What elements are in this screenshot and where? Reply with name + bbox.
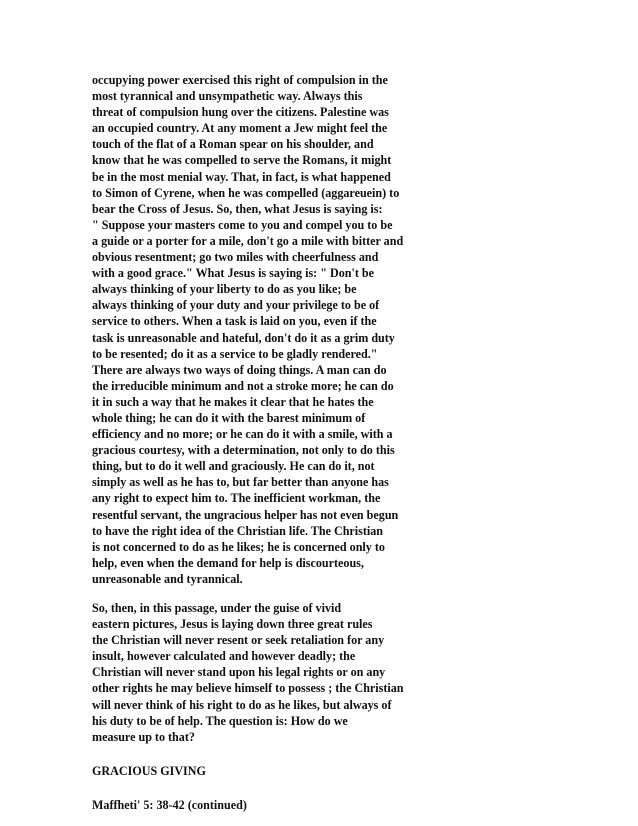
text-line: efficiency and no more; or he can do it with a smile, with a [92,427,393,442]
text-line: to Simon of Cyrene, when he was compelled (aggareuein) to [92,185,400,200]
section-heading: GRACIOUS GIVING [92,763,206,778]
text-line: insult, however calculated and however deadly; the [92,649,356,664]
text-line: whole thing; he can do it with the barest minimum of [92,410,366,425]
text-line: gracious courtesy, with a determination, not only to do this [92,443,395,458]
text-line: So, then, in this passage, under the guise of vivid [92,601,342,615]
text-line: his duty to be of help. The question is: How do we [92,713,348,728]
text-line: an occupied country. At any moment a Jew might feel the [92,121,388,136]
text-line: bear the Cross of Jesus. So, then, what Jesus is saying is: [92,201,383,216]
text-line: threat of compulsion hung over the citizens. Palestine was [92,105,389,120]
text-line: measure up to that? [92,729,195,744]
text-line: " Suppose your masters come to you and compel you to be [92,217,393,232]
text-line: the Christian will never resent or seek retaliation for any [92,633,385,648]
text-line: is not concerned to do as he likes; he is concerned only to [92,539,385,554]
text-line: service to others. When a task is laid on you, even if the [92,314,377,329]
text-line: occupying power exercised this right of compulsion in the [92,73,388,87]
text-line: to be resented; do it as a service to be gladly rendered." [92,346,378,361]
text-line: will never think of his right to do as he likes, but always of [92,697,392,712]
text-line: be in the most menial way. That, in fact, is what happened [92,169,391,184]
text-line: any right to expect him to. The inefficient workman, the [92,491,381,506]
text-line: There are always two ways of doing things. A man can do [92,362,387,377]
text-line: other rights he may believe himself to possess ; the Christian [92,681,404,696]
text-line: the irreducible minimum and not a stroke more; he can do [92,378,394,393]
text-line: obvious resentment; go two miles with cheerfulness and [92,250,379,265]
document-page [92,72,427,813]
text-line: task is unreasonable and hateful, don't do it as a grim duty [92,330,395,345]
text-line: unreasonable and tyrannical. [92,571,243,586]
text-line: help, even when the demand for help is discourteous, [92,555,364,570]
text-line: thing, but to do it well and graciously. He can do it, not [92,459,375,474]
text-line: know that he was compelled to serve the Romans, it might [92,153,392,168]
text-line: a guide or a porter for a mile, don't go a mile with bitter and [92,233,404,248]
body-paragraph-1 [92,72,427,587]
text-line: touch of the flat of a Roman spear on his shoulder, and [92,137,374,152]
text-line: resentful servant, the ungracious helper has not even begun [92,507,399,522]
body-paragraph-2 [92,600,427,745]
text-line: it in such a way that he makes it clear that he hates the [92,394,374,409]
text-line: with a good grace." What Jesus is saying is: " Don't be [92,266,374,281]
text-line: Christian will never stand upon his legal rights or on any [92,665,386,680]
text-line: to have the right idea of the Christian life. The Christian [92,523,384,538]
text-line: always thinking of your liberty to do as you like; be [92,282,357,297]
text-line: simply as well as he has to, but far better than anyone has [92,475,389,490]
scripture-reference: Maffheti' 5: 38-42 (continued) [92,797,247,812]
text-line: most tyrannical and unsympathetic way. Always this [92,89,363,104]
text-line: eastern pictures, Jesus is laying down three great rules [92,617,373,632]
text-line: always thinking of your duty and your privilege to be of [92,298,380,313]
